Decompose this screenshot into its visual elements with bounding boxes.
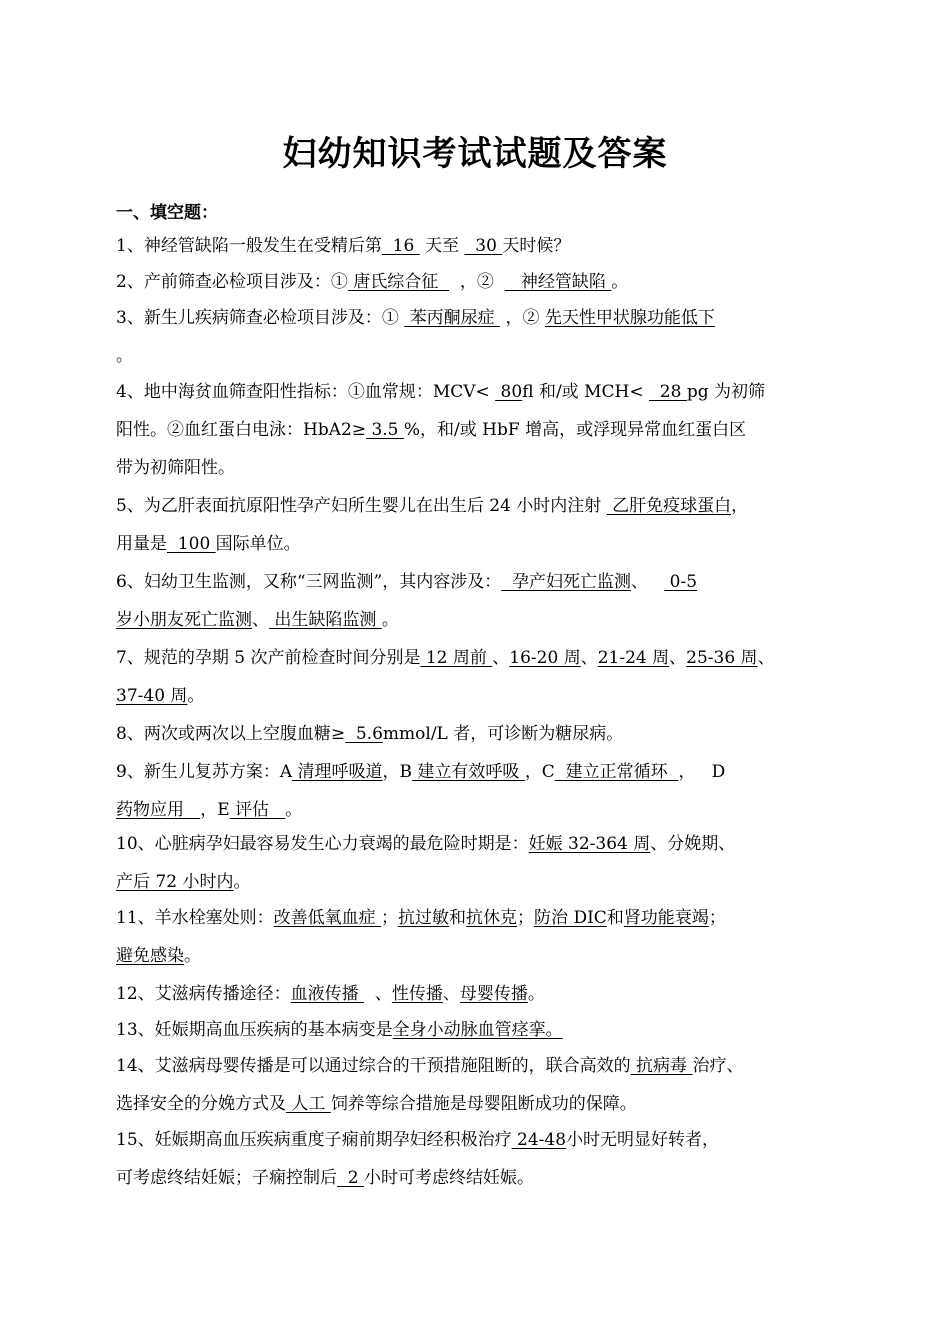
answer-blank: 抗病毒 (630, 1056, 693, 1076)
question-text: 、 (252, 610, 269, 630)
question-text: 、 (669, 648, 687, 668)
document-title: 妇幼知识考试试题及答案 (282, 134, 668, 174)
question-text: 和 (449, 908, 467, 928)
text-line (116, 234, 828, 258)
question-text: ； (517, 908, 535, 928)
question-text: 小时无明显好转者， (566, 1130, 720, 1150)
answer-blank: 12 周前 (420, 648, 493, 668)
question-text: 可考虑终结妊娠；子痫控制后 (116, 1168, 337, 1188)
question-text: ； (381, 908, 399, 928)
text-line (116, 344, 828, 368)
question-text: 7、规范的孕期 5 次产前检查时间分别是 (116, 648, 421, 668)
answer-blank: 80 (495, 382, 523, 402)
answer-blank: 30 (464, 236, 503, 256)
answer-blank: 岁小朋友死亡监测 (116, 610, 252, 630)
section-heading: 一、填空题： (116, 203, 218, 223)
text-line (116, 684, 828, 708)
question-text: 8、两次或两次以上空腹血糖≥ (116, 724, 346, 744)
answer-blank: 防治 DIC (534, 908, 607, 928)
answer-blank: 16 (381, 236, 420, 256)
text-line (116, 380, 828, 404)
question-text: 3、新生儿疾病筛查必检项目涉及：① (116, 308, 405, 328)
answer-blank: 5.6 (345, 724, 383, 744)
text-line (116, 494, 828, 518)
answer-blank: 抗休克 (466, 908, 518, 928)
question-text: 、 (631, 572, 665, 592)
answer-blank: 先天性甲状腺功能低下 (544, 308, 715, 328)
question-text: 选择安全的分娩方式及 (116, 1094, 286, 1114)
text-line (116, 870, 828, 894)
text-line (116, 270, 828, 294)
question-text: 15、妊娠期高血压疾病重度子痫前期孕妇经积极治疗 (116, 1130, 512, 1150)
question-text: 阳性。②血红蛋白电泳：HbA2≥ (116, 420, 367, 440)
question-text: 治疗、 (692, 1056, 744, 1076)
question-text: 。 (285, 800, 303, 820)
question-text: 4、地中海贫血筛查阳性指标：①血常规：MCV< (116, 382, 496, 402)
question-text: 、 (442, 984, 460, 1004)
question-text: ，C (524, 762, 555, 782)
question-text: 13、妊娠期高血压疾病的基本病变是 (116, 1020, 393, 1040)
question-text: 14、艾滋病母婴传播是可以通过综合的干预措施阻断的，联合高效的 (116, 1056, 631, 1076)
text-line (116, 306, 828, 330)
answer-blank: 人工 (286, 1094, 331, 1114)
question-text: ， D (678, 762, 726, 782)
text-line (116, 1166, 828, 1190)
text-line (116, 1092, 828, 1116)
question-text: %，和/或 HbF 增高，或浮现异常血红蛋白区 (403, 420, 747, 440)
text-line (116, 798, 828, 822)
text-line (116, 906, 828, 930)
answer-blank: 2 (337, 1168, 365, 1188)
question-text: ，E (200, 800, 230, 820)
question-text: 6、妇幼卫生监测，又称“三网监测”，其内容涉及： (116, 572, 502, 592)
text-line (116, 646, 828, 670)
answer-blank: 药物应用 (116, 800, 201, 820)
question-text: 国际单位。 (215, 534, 301, 554)
answer-blank: 妊娠 32-364 周 (528, 834, 651, 854)
answer-blank: 21-24 周 (597, 648, 670, 668)
answer-blank: 改善低氧血症 (273, 908, 382, 928)
question-text: 饲养等综合措施是母婴阻断成功的保障。 (330, 1094, 637, 1114)
question-text: ，② (449, 272, 505, 292)
text-line (116, 532, 828, 556)
question-text: 用量是 (116, 534, 167, 554)
text-line (116, 722, 828, 746)
answer-blank: 全身小动脉血管痉挛。 (392, 1020, 563, 1040)
question-text: ，B (382, 762, 412, 782)
text-line (116, 1018, 828, 1042)
question-text: 、 (580, 648, 598, 668)
question-text: 。 (233, 872, 251, 892)
question-text: 2、产前筛查必检项目涉及：① (116, 272, 348, 292)
answer-blank: 16-20 周 (509, 648, 581, 668)
answer-blank: 清理呼吸道 (292, 762, 383, 782)
question-text: fl 和/或 MCH< (522, 382, 649, 402)
answer-blank: 乙肝免疫球蛋白 (606, 496, 732, 516)
text-line (116, 456, 828, 480)
text-line (116, 570, 828, 594)
text-line (116, 608, 828, 632)
answer-blank: 产后 72 小时内 (116, 872, 234, 892)
question-text: 5、为乙肝表面抗原阳性孕产妇所生婴儿在出生后 24 小时内注射 (116, 496, 607, 516)
question-text: 小时可考虑终结妊娠。 (364, 1168, 535, 1188)
answer-blank: 评估 (229, 800, 286, 820)
question-text: 。 (381, 610, 399, 630)
question-text: 。 (184, 946, 201, 966)
question-text: ； (708, 908, 726, 928)
question-text: 天时候？ (502, 236, 571, 256)
answer-blank: 苯丙酮尿症 (404, 308, 501, 328)
answer-blank: 孕产妇死亡监测 (501, 572, 632, 592)
answer-blank: 建立正常循环 (554, 762, 679, 782)
answer-blank: 抗过敏 (398, 908, 450, 928)
text-line (116, 944, 828, 968)
question-text: 、 (757, 648, 775, 668)
answer-blank: 唐氏综合征 (347, 272, 450, 292)
text-line (116, 760, 828, 784)
answer-blank: 3.5 (366, 420, 404, 440)
question-text: 。 (611, 272, 629, 292)
answer-blank: 神经管缺陷 (504, 272, 612, 292)
text-line (116, 982, 828, 1006)
question-text: 、 (492, 648, 510, 668)
question-text: 和 (606, 908, 624, 928)
question-text: ，② (500, 308, 545, 328)
question-text: 。 (116, 346, 133, 366)
question-text: 、 (364, 984, 392, 1004)
answer-blank: 性传播 (391, 984, 443, 1004)
answer-blank: 0-5 (664, 572, 698, 592)
answer-blank: 25-36 周 (686, 648, 758, 668)
answer-blank: 28 (648, 382, 687, 402)
answer-blank: 37-40 周 (116, 686, 188, 706)
question-text: 12、艾滋病传播途径： (116, 984, 291, 1004)
question-text: pg 为初筛 (686, 382, 765, 402)
question-text: ， (731, 496, 749, 516)
question-text: 10、心脏病孕妇最容易发生心力衰竭的最危险时期是： (116, 834, 529, 854)
text-line (116, 832, 828, 856)
question-text: 9、新生儿复苏方案：A (116, 762, 293, 782)
question-text: 天至 (419, 236, 465, 256)
answer-blank: 出生缺陷监测 (269, 610, 382, 630)
text-line (116, 1128, 828, 1152)
answer-blank: 100 (167, 534, 216, 554)
question-text: 1、神经管缺陷一般发生在受精后第 (116, 236, 382, 256)
text-line (116, 1054, 828, 1078)
answer-blank: 肾功能衰竭 (623, 908, 709, 928)
question-text: 。 (527, 984, 545, 1004)
question-text: 带为初筛阳性。 (116, 458, 235, 478)
question-text: 、分娩期、 (650, 834, 736, 854)
text-line (116, 418, 828, 442)
answer-blank: 血液传播 (290, 984, 365, 1004)
question-text: 。 (187, 686, 205, 706)
answer-blank: 避免感染 (116, 946, 184, 966)
answer-blank: 母婴传播 (459, 984, 528, 1004)
answer-blank: 建立有效呼吸 (412, 762, 525, 782)
answer-blank: 24-48 (511, 1130, 567, 1150)
question-text: 11、羊水栓塞处则： (116, 908, 274, 928)
question-text: mmol/L 者，可诊断为糖尿病。 (382, 724, 624, 744)
